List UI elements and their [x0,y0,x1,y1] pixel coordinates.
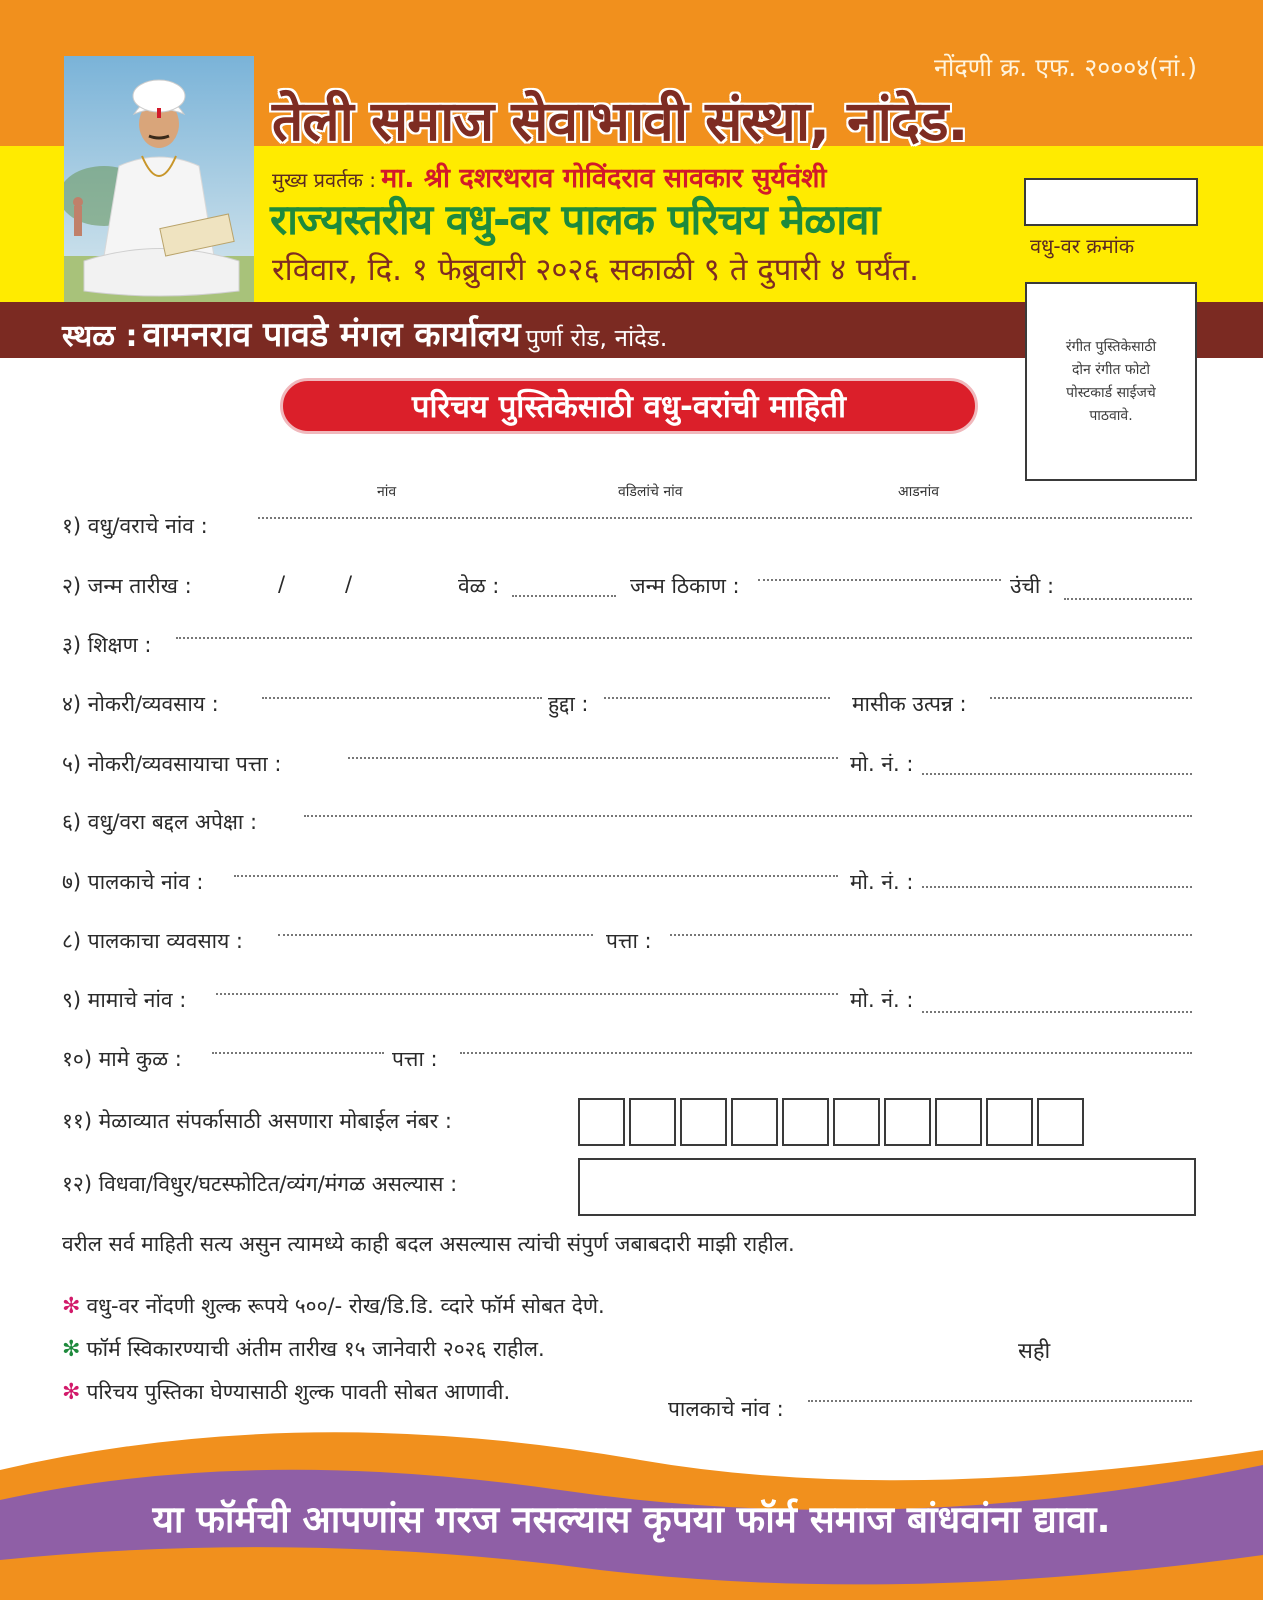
venue-road: पुर्णा रोड, नांदेड. [525,324,668,352]
field-line-maternal-clan[interactable] [212,1052,384,1054]
column-header-father-name: वडिलांचे नांव [618,484,683,500]
field-label-expectations: ६) वधु/वरा बद्दल अपेक्षा : [62,810,258,834]
registration-number: नोंदणी क्र. एफ. २०००४(नां.) [933,53,1197,82]
note-text: परिचय पुस्तिका घेण्यासाठी शुल्क पावती सोबत आणावी. [86,1380,511,1404]
note-item [62,1378,510,1406]
parent-name-signature-label: पालकाचे नांव : [668,1397,784,1421]
field-label-post: हुद्दा : [548,692,589,716]
photo-box[interactable] [1025,282,1197,481]
form-title-banner [280,378,978,434]
promoter-label: मुख्य प्रवर्तक : [272,168,376,192]
field-label-maternal-address: पत्ता : [392,1047,438,1071]
mobile-digit-box[interactable] [833,1098,880,1146]
mobile-digit-box[interactable] [629,1098,676,1146]
star-icon: ✻ [62,1380,81,1405]
field-label-birth-place: जन्म ठिकाण : [630,574,740,598]
field-line-parent-occupation[interactable] [278,934,593,936]
photo-line: रंगीत पुस्तिकेसाठी [1065,338,1157,355]
declaration-text: वरील सर्व माहिती सत्य असुन त्यामध्ये काही बदल असल्यास त्यांची संपुर्ण जबाबदारी माझी राहील. [62,1232,795,1256]
mobile-digit-box[interactable] [578,1098,625,1146]
venue-label: स्थळ : [62,319,138,354]
field-line-birth-time[interactable] [512,595,616,597]
field-label-height: उंची : [1010,574,1055,598]
field-label-parent-name: ७) पालकाचे नांव : [62,870,204,894]
date-slash: / [278,572,286,596]
star-icon: ✻ [62,1294,81,1319]
form-title: परिचय पुस्तिकेसाठी वधु-वरांची माहिती [411,389,847,425]
field-line-birth-place[interactable] [758,579,1001,581]
parent-name-signature-line[interactable] [808,1400,1192,1402]
field-label-contact-mobile: ११) मेळाव्यात संपर्कासाठी असणारा मोबाईल नंबर : [62,1109,452,1133]
field-line-name[interactable] [258,517,1192,519]
marital-status-box[interactable] [578,1158,1196,1216]
field-label-occupation: ४) नोकरी/व्यवसाय : [62,692,219,716]
field-label-work-mobile: मो. नं. : [850,752,914,776]
mobile-number-boxes [578,1098,1084,1146]
field-label-parent-occupation: ८) पालकाचा व्यवसाय : [62,929,244,953]
organization-name: तेली समाज सेवाभावी संस्था, नांदेड. [272,89,968,153]
column-header-surname: आडनांव [898,484,939,500]
mobile-digit-box[interactable] [935,1098,982,1146]
field-label-work-address: ५) नोकरी/व्यवसायाचा पत्ता : [62,752,282,776]
field-label-maternal-clan: १०) मामे कुळ : [62,1047,182,1071]
note-text: फॉर्म स्विकारण्याची अंतीम तारीख १५ जानेवारी २०२६ राहील. [86,1337,545,1361]
field-line-maternal-address[interactable] [460,1052,1192,1054]
field-line-work-address[interactable] [348,757,838,759]
note-item [62,1292,605,1320]
field-line-maternal-uncle-mobile[interactable] [922,1011,1192,1013]
signature-label: सही [1018,1339,1051,1364]
photo-instructions [1050,336,1172,428]
mobile-digit-box[interactable] [986,1098,1033,1146]
field-label-maternal-uncle-name: ९) मामाचे नांव : [62,988,187,1012]
field-label-birth-time: वेळ : [458,574,500,598]
note-text: वधु-वर नोंदणी शुल्क रूपये ५००/- रोख/डि.डि. व्दारे फॉर्म सोबत देणे. [86,1294,605,1318]
field-line-post[interactable] [604,697,830,699]
field-line-education[interactable] [176,637,1192,639]
field-label-marital-status: १२) विधवा/विधुर/घटस्फोटित/व्यंग/मंगळ असल्यास : [62,1172,458,1196]
mobile-digit-box[interactable] [884,1098,931,1146]
field-label-birth-date: २) जन्म तारीख : [62,574,192,598]
field-line-parent-name[interactable] [234,875,838,877]
field-line-work-mobile[interactable] [922,773,1192,775]
mobile-digit-box[interactable] [680,1098,727,1146]
date-slash: / [345,572,353,596]
field-line-height[interactable] [1064,598,1192,600]
field-line-parent-mobile[interactable] [922,886,1192,888]
event-title: राज्यस्तरीय वधु-वर पालक परिचय मेळावा [270,195,880,244]
photo-line: दोन रंगीत फोटो [1071,361,1151,378]
field-line-occupation[interactable] [262,697,542,699]
saint-portrait [64,56,254,302]
promoter-name: मा. श्री दशरथराव गोविंदराव सावकार सुर्यवंशी [381,163,827,194]
column-header-name: नांव [377,484,397,500]
field-line-parent-address[interactable] [670,934,1192,936]
field-label-education: ३) शिक्षण : [62,633,152,657]
mobile-digit-box[interactable] [1037,1098,1084,1146]
footer-message: या फॉर्मची आपणांस गरज नसल्यास कृपया फॉर्म समाज बांधवांना द्यावा. [152,1498,1111,1541]
venue-name: वामनराव पावडे मंगल कार्यालय [142,315,521,355]
star-icon: ✻ [62,1337,81,1362]
field-label-monthly-income: मासीक उत्पन्न : [852,692,967,716]
photo-line: पोस्टकार्ड साईजचे [1066,384,1156,401]
field-label-parent-address: पत्ता : [606,929,652,953]
field-line-monthly-income[interactable] [990,697,1192,699]
field-label-name: १) वधु/वराचे नांव : [62,514,208,538]
field-label-maternal-uncle-mobile: मो. नं. : [850,988,914,1012]
field-label-parent-mobile: मो. नं. : [850,870,914,894]
field-line-expectations[interactable] [304,815,1192,817]
event-datetime: रविवार, दि. १ फेब्रुवारी २०२६ सकाळी ९ ते दुपारी ४ पर्यंत. [272,252,920,288]
field-line-maternal-uncle-name[interactable] [216,993,838,995]
serial-number-label: वधु-वर क्रमांक [1030,234,1135,258]
mobile-digit-box[interactable] [731,1098,778,1146]
note-item [62,1335,545,1363]
mobile-digit-box[interactable] [782,1098,829,1146]
venue-line [62,310,667,356]
serial-number-box[interactable] [1024,178,1198,226]
photo-line: पाठवावे. [1089,407,1133,424]
